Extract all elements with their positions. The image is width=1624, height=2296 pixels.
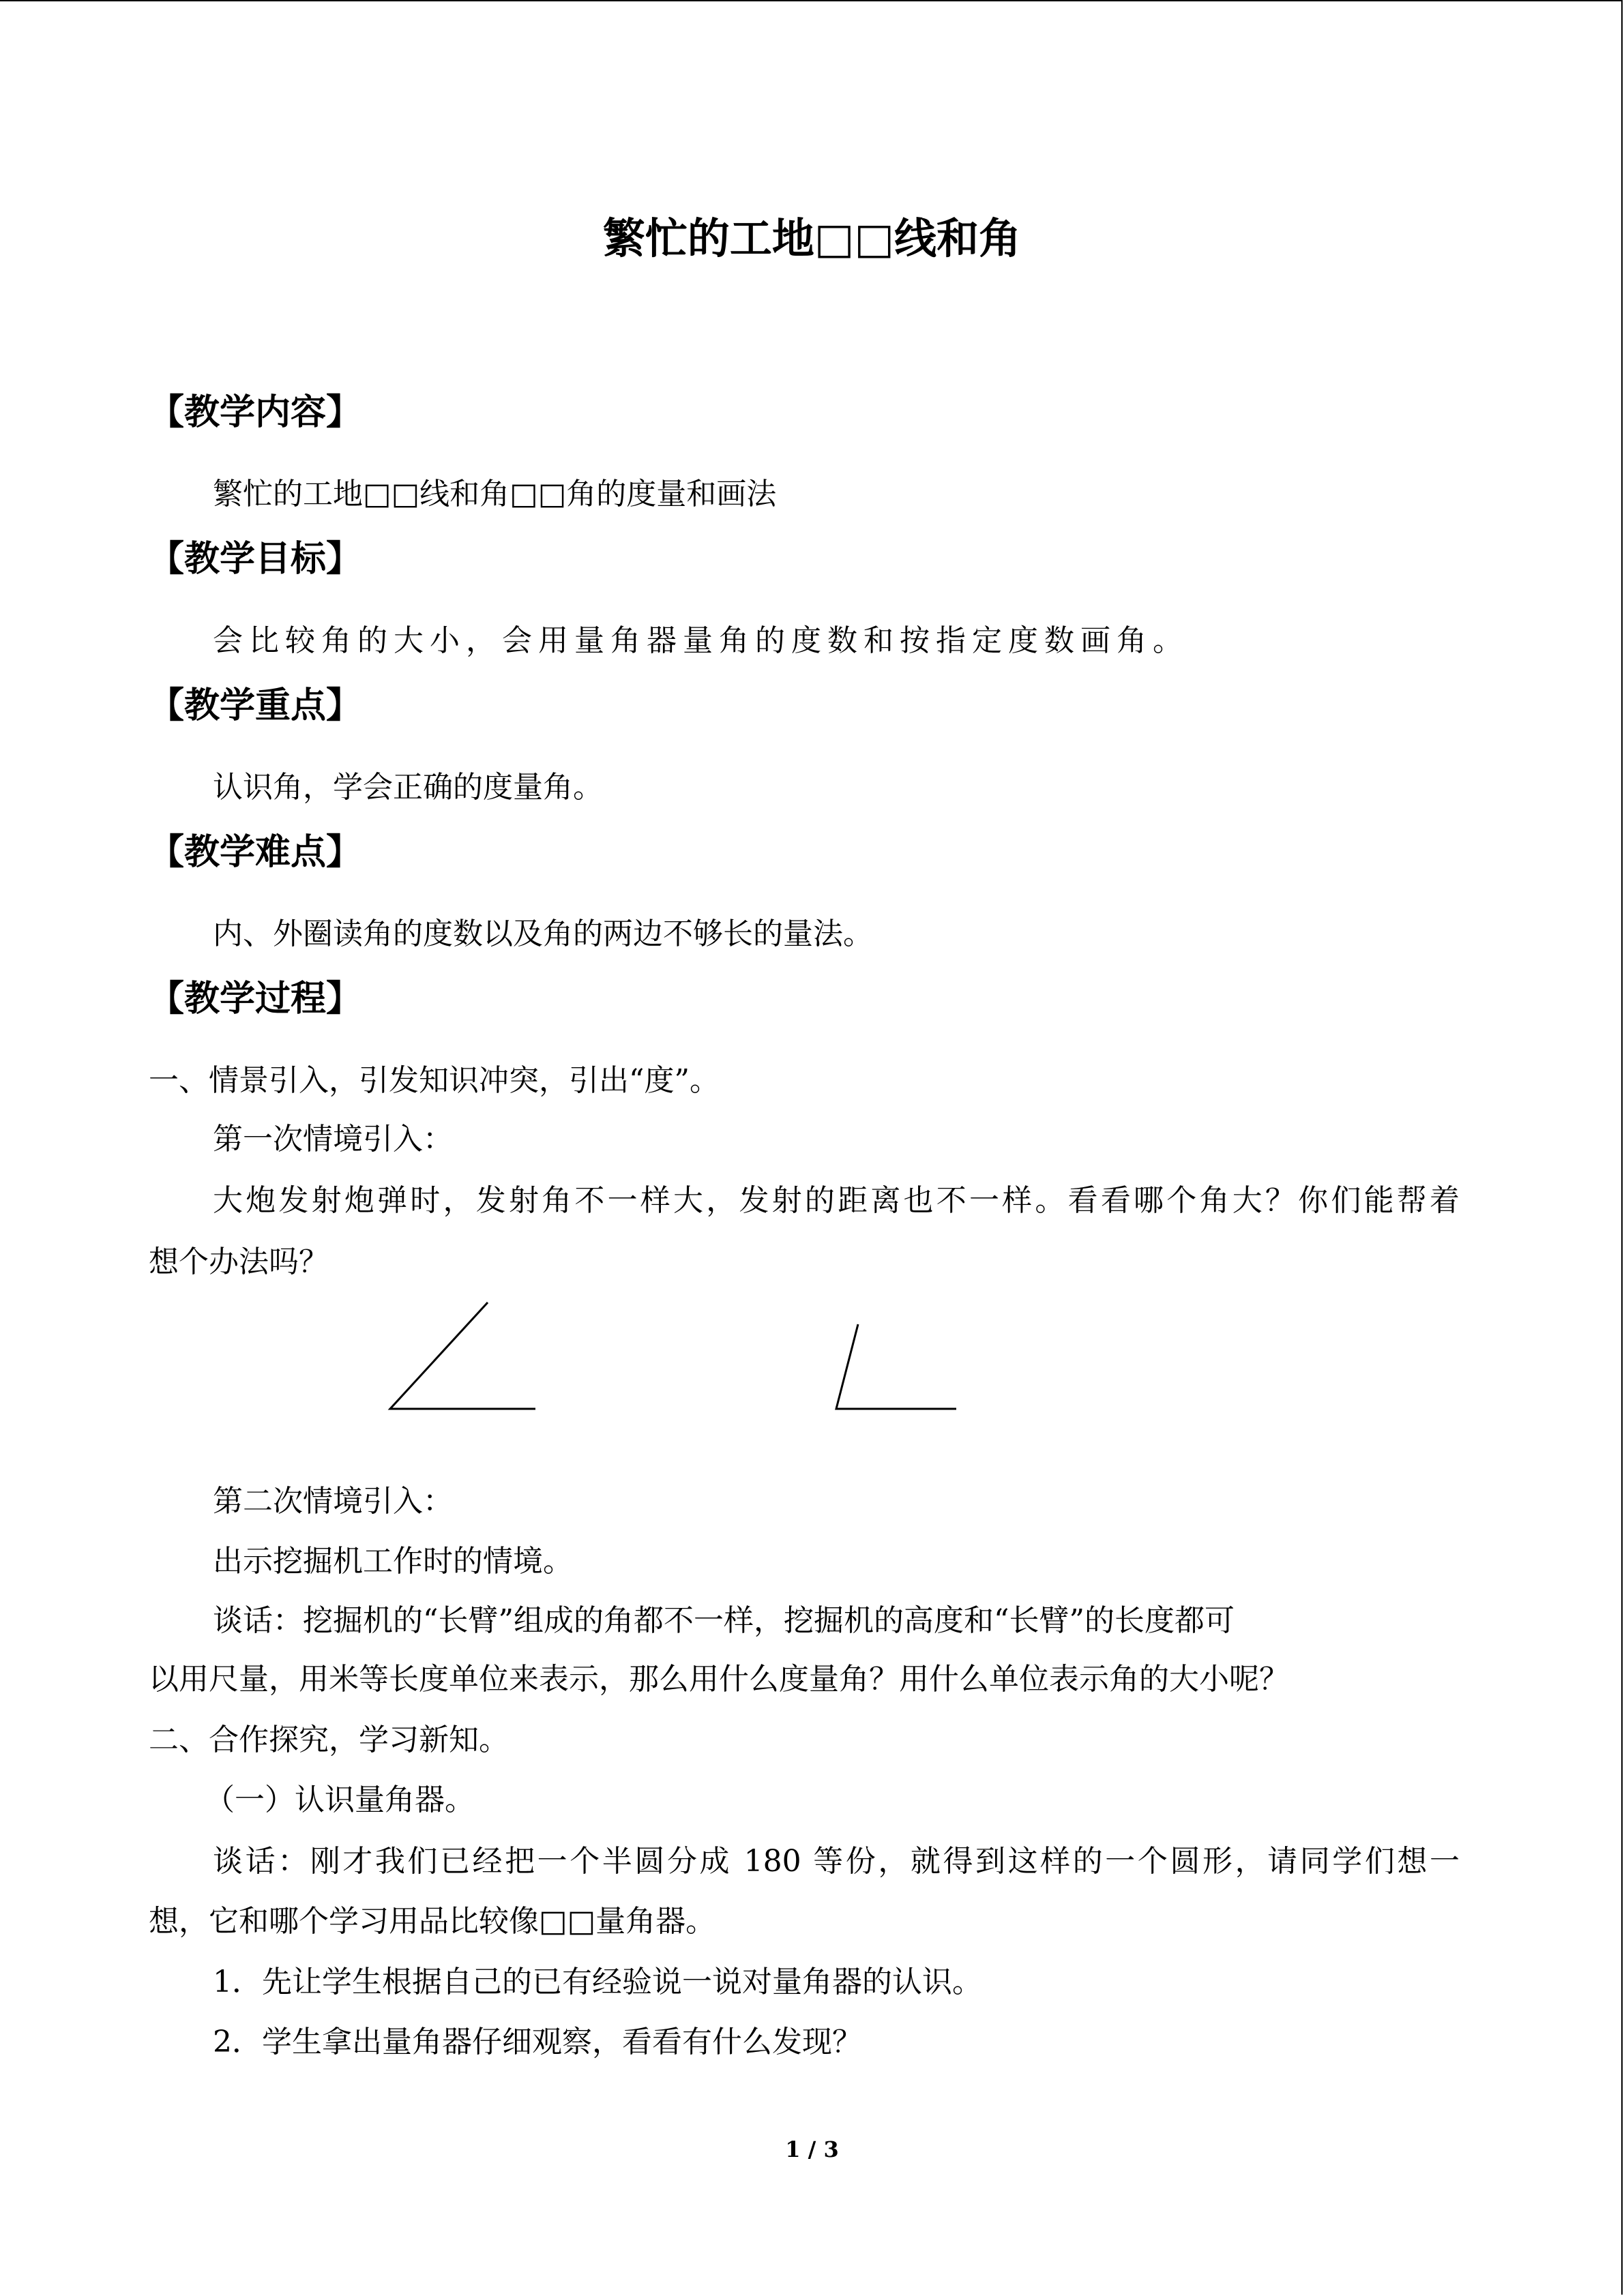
intro2-label: 第二次情境引入： [213,1484,453,1519]
talk1-line2: 以用尺量，用米等长度单位来表示，那么用什么度量角？用什么单位表示角的大小呢？ [149,1662,1289,1697]
teaching-content-text: 繁忙的工地□□线和角□□角的度量和画法 [213,477,777,511]
teaching-difficulty-text: 内、外圈读角的度数以及角的两边不够长的量法。 [213,916,873,951]
talk2-line2: 想，它和哪个学习用品比较像□□量角器。 [149,1904,716,1939]
angle-figure-left [382,1296,546,1418]
intro2-text: 出示挖掘机工作时的情境。 [213,1544,573,1579]
part2-title: 二、合作探究，学习新知。 [149,1723,509,1757]
page-number: 1 / 3 [785,2136,839,2162]
intro1-text-line1: 大炮发射炮弹时，发射角不一样大，发射的距离也不一样。看看哪个角大？你们能帮着 [213,1183,1460,1218]
step1-text: 1．先让学生根据自己的已有经验说一说对量角器的认识。 [213,1965,982,1999]
angle-figure-right [825,1316,975,1418]
heading-teaching-key: 【教学重点】 [149,685,362,726]
sub1-title: （一）认识量角器。 [205,1783,475,1817]
talk1-line1: 谈话：挖掘机的“长臂”组成的角都不一样，挖掘机的高度和“长臂”的长度都可 [213,1603,1235,1638]
teaching-goal-text: 会比较角的大小，会用量角器量角的度数和按指定度数画角。 [213,623,1189,658]
intro1-text-line2: 想个办法吗？ [149,1244,329,1279]
document-title: 繁忙的工地□□线和角 [602,213,1022,263]
heading-teaching-content: 【教学内容】 [149,392,362,433]
heading-teaching-goal: 【教学目标】 [149,539,362,580]
teaching-key-text: 认识角，学会正确的度量角。 [213,770,603,805]
intro1-label: 第一次情境引入： [213,1122,453,1157]
part1-title: 一、情景引入，引发知识冲突，引出“度”。 [149,1063,720,1098]
talk2-line1: 谈话：刚才我们已经把一个半圆分成 180 等份，就得到这样的一个圆形，请同学们想一 [213,1844,1460,1879]
step2-text: 2．学生拿出量角器仔细观察，看看有什么发现？ [213,2025,862,2059]
heading-teaching-process: 【教学过程】 [149,979,362,1019]
heading-teaching-difficulty: 【教学难点】 [149,832,362,873]
